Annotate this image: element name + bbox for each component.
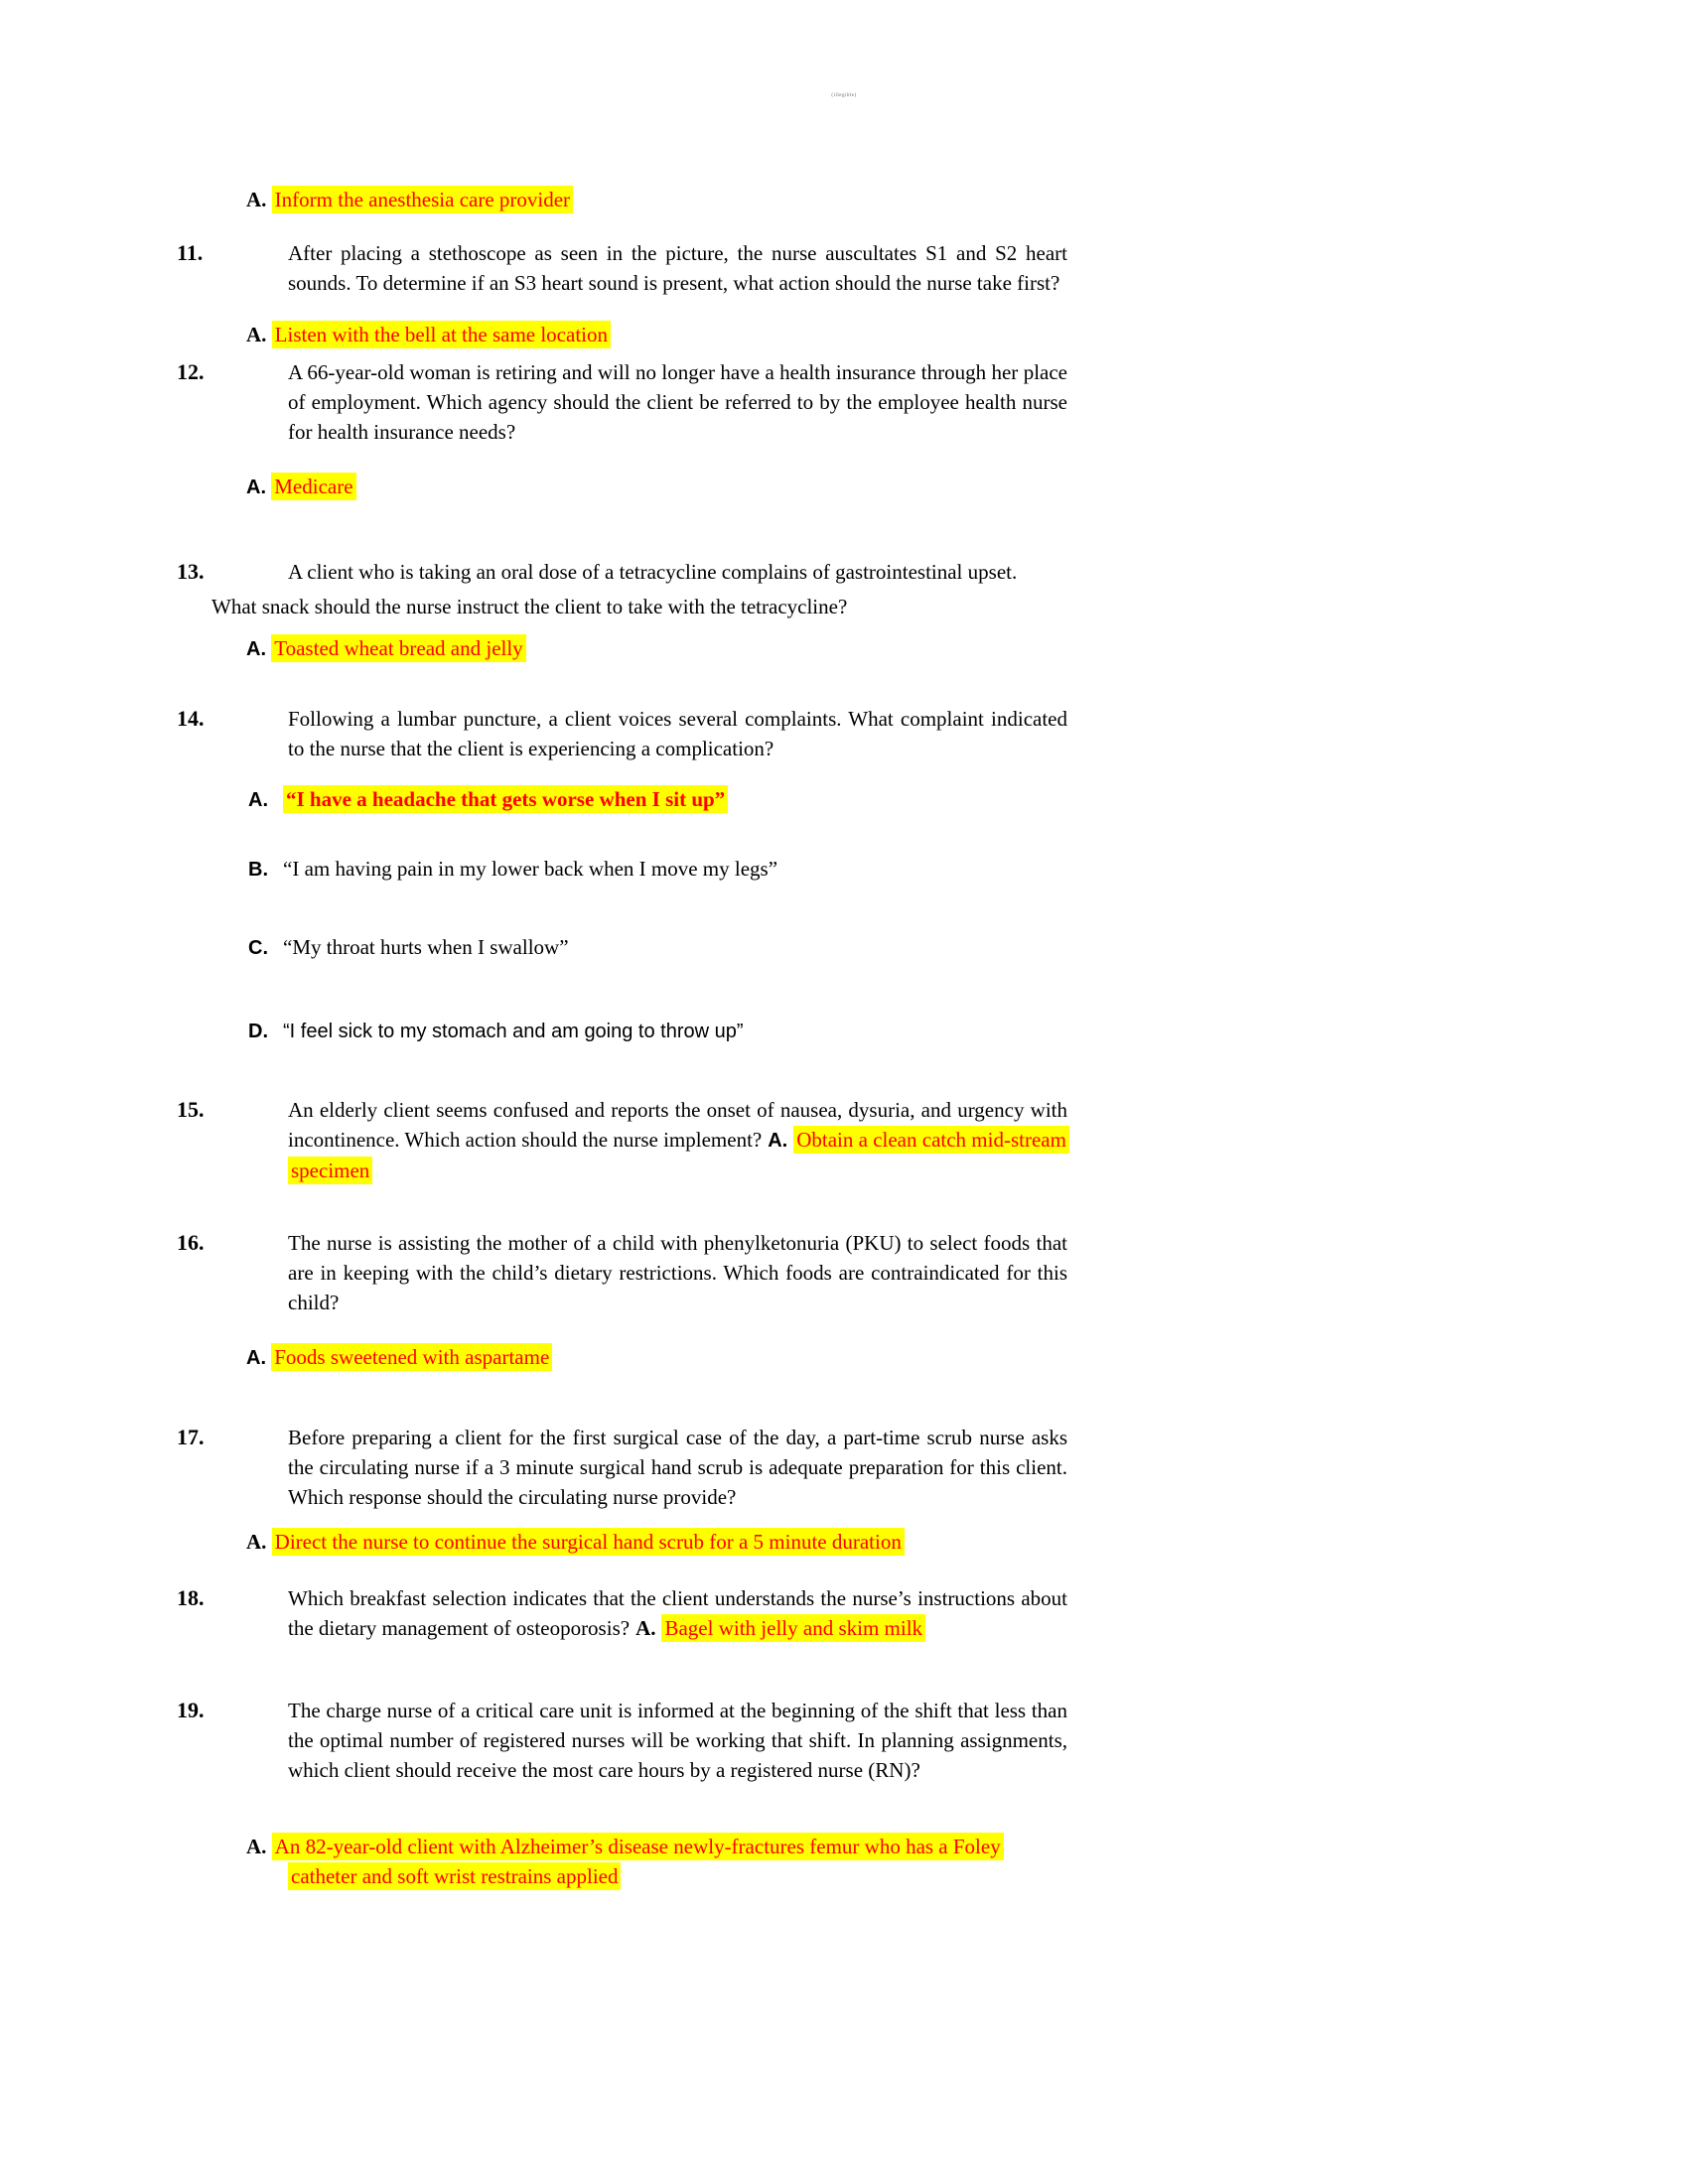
question-item-19 — [177, 1696, 1067, 1785]
answer-label: A. — [246, 1347, 266, 1369]
question-number: 13. — [177, 559, 205, 584]
answer-highlight: Foods sweetened with aspartame — [271, 1343, 552, 1371]
answer-label: A. — [635, 1616, 656, 1640]
answer-highlight: Bagel with jelly and skim milk — [661, 1614, 925, 1642]
option-row-a — [177, 784, 1067, 815]
document-page — [177, 185, 1067, 1891]
question-item-14 — [177, 704, 1067, 763]
question-body: After placing a stethoscope as seen in the picture, the nurse auscultates S1 and S2 heart sounds. To determine if an S3 heart sound is present, what action should the nurse take first? — [288, 241, 1067, 295]
question-item-17 — [177, 1423, 1067, 1512]
answer-highlight: Medicare — [271, 473, 355, 500]
option-row-d — [177, 1016, 1067, 1046]
option-text: “My throat hurts when I swallow” — [283, 935, 569, 959]
option-label: C. — [248, 937, 268, 959]
question-item-18 — [177, 1583, 1067, 1643]
question-item-15 — [177, 1095, 1067, 1185]
question-text: Which breakfast selection indicates that the client understands the nurse’s instructions about the dietary management of osteoporosis? — [288, 1586, 1067, 1640]
question-number: 15. — [177, 1097, 205, 1122]
question-number: 19. — [177, 1698, 205, 1722]
answer-highlight: Toasted wheat bread and jelly — [271, 634, 525, 662]
answer-label: A. — [246, 323, 267, 346]
question-number: 16. — [177, 1230, 205, 1255]
option-text: “I feel sick to my stomach and am going to throw up” — [283, 1021, 744, 1042]
answer-line — [177, 1832, 1067, 1891]
question-number: 12. — [177, 359, 205, 384]
option-label: B. — [248, 859, 268, 881]
option-answer-highlight: “I have a headache that gets worse when I sit up” — [283, 785, 728, 813]
answer-highlight: Listen with the bell at the same location — [272, 321, 611, 348]
answer-line — [177, 185, 1067, 214]
option-label: A. — [248, 789, 268, 811]
question-body — [288, 1095, 1067, 1185]
question-subtext: What snack should the nurse instruct the client to take with the tetracycline? — [211, 595, 848, 618]
answer-line — [177, 1342, 1067, 1373]
question-body: The charge nurse of a critical care unit is informed at the beginning of the shift that less than the optimal number of registered nurses will be working that shift. In planning assignments, which client should receive the most care hours by a registered nurse (RN)? — [288, 1699, 1067, 1782]
question-body: The nurse is assisting the mother of a child with phenylketonuria (PKU) to select foods that are in keeping with the child’s dietary restrictions. Which foods are contraindicated for this child? — [288, 1231, 1067, 1314]
answer-label: A. — [246, 1835, 267, 1858]
answer-label: A. — [246, 477, 266, 498]
answer-line — [177, 472, 1067, 502]
answer-highlight: Obtain a clean catch mid-stream specimen — [288, 1126, 1069, 1184]
question-text: An elderly client seems confused and reports the onset of nausea, dysuria, and urgency with incontinence. Which action should the nurse implement? — [288, 1098, 1067, 1152]
answer-label: A. — [246, 1530, 267, 1554]
question-item-13 — [177, 557, 1067, 587]
option-row-b — [177, 854, 1067, 885]
question-item-11 — [177, 238, 1067, 298]
question-number: 14. — [177, 706, 205, 731]
question-body: A 66-year-old woman is retiring and will no longer have a health insurance through her place of employment. Which agency should the client be referred to by the employee health nurse for health insurance needs? — [288, 360, 1067, 444]
question-number: 17. — [177, 1425, 205, 1449]
question-number: 11. — [177, 240, 204, 265]
answer-line — [177, 1527, 1067, 1557]
answer-highlight: Direct the nurse to continue the surgical hand scrub for a 5 minute duration — [272, 1528, 905, 1556]
option-text: “I am having pain in my lower back when I move my legs” — [283, 857, 778, 881]
question-body: Following a lumbar puncture, a client voices several complaints. What complaint indicated to the nurse that the client is experiencing a complication? — [288, 707, 1067, 760]
question-body — [288, 1583, 1067, 1643]
option-label: D. — [248, 1021, 268, 1042]
question-item-16 — [177, 1228, 1067, 1317]
question-body: Before preparing a client for the first surgical case of the day, a part-time scrub nurse asks the circulating nurse if a 3 minute surgical hand scrub is adequate preparation for this client. Which response should the circulating nurse provide? — [288, 1426, 1067, 1509]
question-body: A client who is taking an oral dose of a tetracycline complains of gastrointestinal upset. — [288, 560, 1018, 584]
option-row-c — [177, 932, 1067, 963]
answer-line — [177, 633, 1067, 664]
question-number: 18. — [177, 1585, 205, 1610]
answer-label: A. — [246, 188, 267, 211]
answer-label: A. — [246, 638, 266, 660]
answer-label: A. — [768, 1130, 788, 1152]
page-watermark: (illegible) — [831, 93, 857, 98]
answer-line — [177, 320, 1067, 349]
answer-highlight: An 82-year-old client with Alzheimer’s disease newly-fractures femur who has a Foley catheter and soft wrist restrains applied — [272, 1833, 1004, 1890]
question-item-12 — [177, 357, 1067, 447]
answer-highlight: Inform the anesthesia care provider — [272, 186, 573, 213]
